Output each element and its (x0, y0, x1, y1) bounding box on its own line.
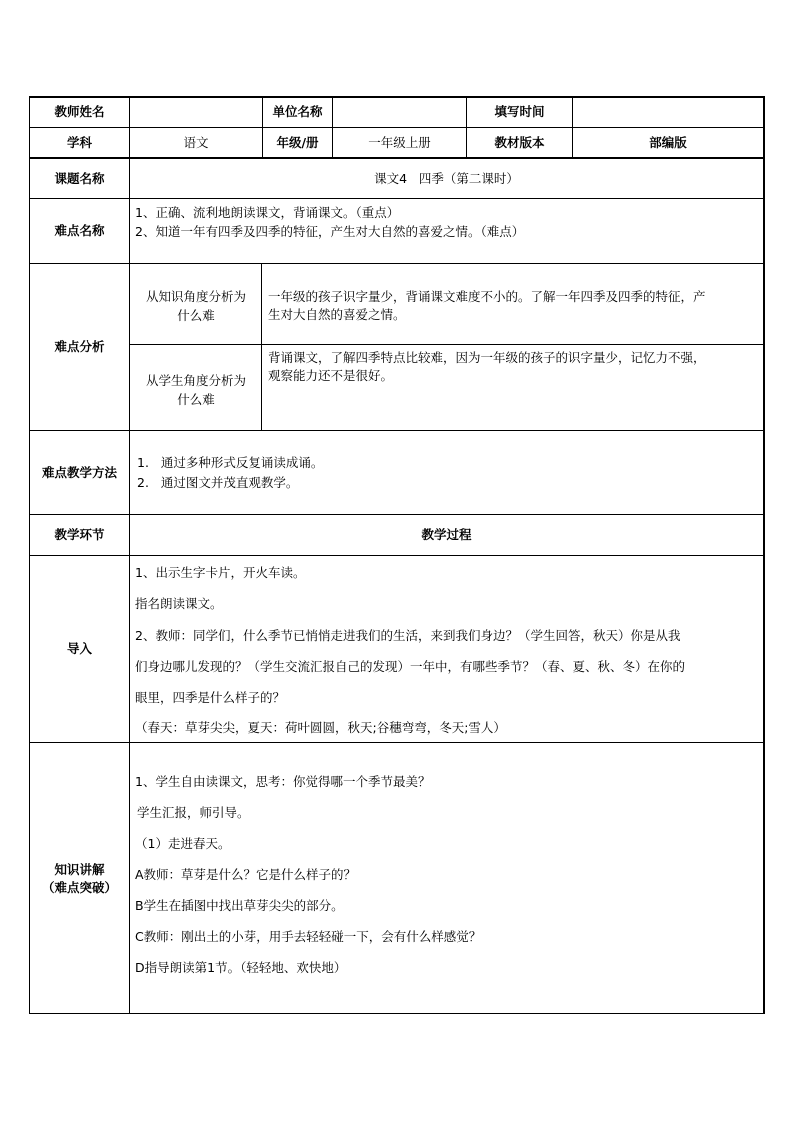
intro-line: 眼里，四季是什么样子的？ (135, 690, 286, 705)
knowledge-line: C教师：刚出土的小芽，用手去轻轻碰一下，会有什么样感觉？ (135, 929, 482, 944)
intro-line: 1、出示生字卡片，开火车读。 (135, 565, 306, 580)
row-line (29, 127, 764, 128)
student-angle-text: 观察能力还不是很好。 (268, 368, 394, 383)
grade-label: 年级/册 (276, 135, 319, 150)
knowledge-line: A教师：草芽是什么？它是什么样子的？ (135, 867, 357, 882)
knowledge-angle-label: 什么难 (177, 308, 215, 323)
student-angle-text: 背诵课文，了解四季特点比较难，因为一年级的孩子的识字量少，记忆力不强， (268, 350, 706, 365)
intro-line: 指名朗读课文。 (135, 596, 223, 611)
grade-value: 一年级上册 (368, 135, 431, 150)
knowledge-line: 1、学生自由读课文，思考：你觉得哪一个季节最美？ (135, 774, 431, 789)
intro-line: （春天：草芽尖尖，夏天：荷叶圆圆，秋天;谷穗弯弯，冬天;雪人） (135, 720, 506, 735)
row-line (29, 555, 764, 556)
intro-line: 们身边哪儿发现的？（学生交流汇报自己的发现）一年中，有哪些季节？（春、夏、秋、冬）在你的 (135, 659, 686, 674)
student-angle-label: 什么难 (177, 392, 215, 407)
column-line (129, 96, 130, 1014)
knowledge-line: （1）走进春天。 (135, 836, 231, 851)
teaching-process-label: 教学过程 (421, 527, 472, 542)
knowledge-angle-text: 一年级的孩子识字量少，背诵课文难度不小的。了解一年四季及四季的特征，产 (268, 289, 706, 304)
row-line (29, 742, 764, 743)
unit-name-label: 单位名称 (272, 104, 323, 119)
knowledge-label: （难点突破） (41, 880, 117, 895)
knowledge-angle-text: 生对大自然的喜爱之情。 (268, 307, 406, 322)
knowledge-line: 学生汇报，师引导。 (137, 805, 250, 820)
textbook-label: 教材版本 (494, 135, 545, 150)
difficulty-line: 1、正确、流利地朗读课文，背诵课文。（重点） (135, 205, 400, 220)
textbook-value: 部编版 (649, 135, 687, 150)
method-line: 2. 通过图文并茂直观教学。 (137, 475, 299, 490)
knowledge-label: 知识讲解 (54, 862, 105, 877)
difficulty-label: 难点名称 (54, 223, 105, 238)
row-line (29, 430, 764, 431)
fill-time-label: 填写时间 (494, 104, 545, 119)
row-line (29, 514, 764, 515)
knowledge-line: B学生在插图中找出草芽尖尖的部分。 (135, 898, 344, 913)
row-line (29, 96, 764, 98)
subject-label: 学科 (66, 135, 92, 150)
lesson-title-label: 课题名称 (54, 171, 105, 186)
lesson-title-value: 课文4 四季（第二课时） (374, 171, 519, 186)
knowledge-angle-label: 从知识角度分析为 (145, 289, 246, 304)
row-line (29, 157, 764, 159)
difficulty-line: 2、知道一年有四季及四季的特征，产生对大自然的喜爱之情。（难点） (135, 224, 525, 239)
column-line (261, 263, 262, 431)
column-line (763, 96, 765, 1014)
intro-line: 2、教师：同学们，什么季节已悄悄走进我们的生活，来到我们身边？（学生回答，秋天）你是从我 (135, 628, 681, 643)
row-line (130, 344, 764, 345)
student-angle-label: 从学生角度分析为 (145, 373, 246, 388)
intro-label: 导入 (66, 641, 92, 656)
knowledge-line: D指导朗读第1节。（轻轻地、欢快地） (135, 960, 347, 975)
row-line (29, 198, 764, 199)
method-label: 难点教学方法 (41, 465, 117, 480)
teaching-stage-label: 教学环节 (54, 527, 105, 542)
teacher-name-label: 教师姓名 (54, 104, 105, 119)
row-line (29, 263, 764, 264)
row-line (29, 1013, 764, 1014)
method-line: 1. 通过多种形式反复诵读成诵。 (137, 455, 324, 470)
analysis-label: 难点分析 (54, 339, 105, 354)
subject-value: 语文 (183, 135, 209, 150)
